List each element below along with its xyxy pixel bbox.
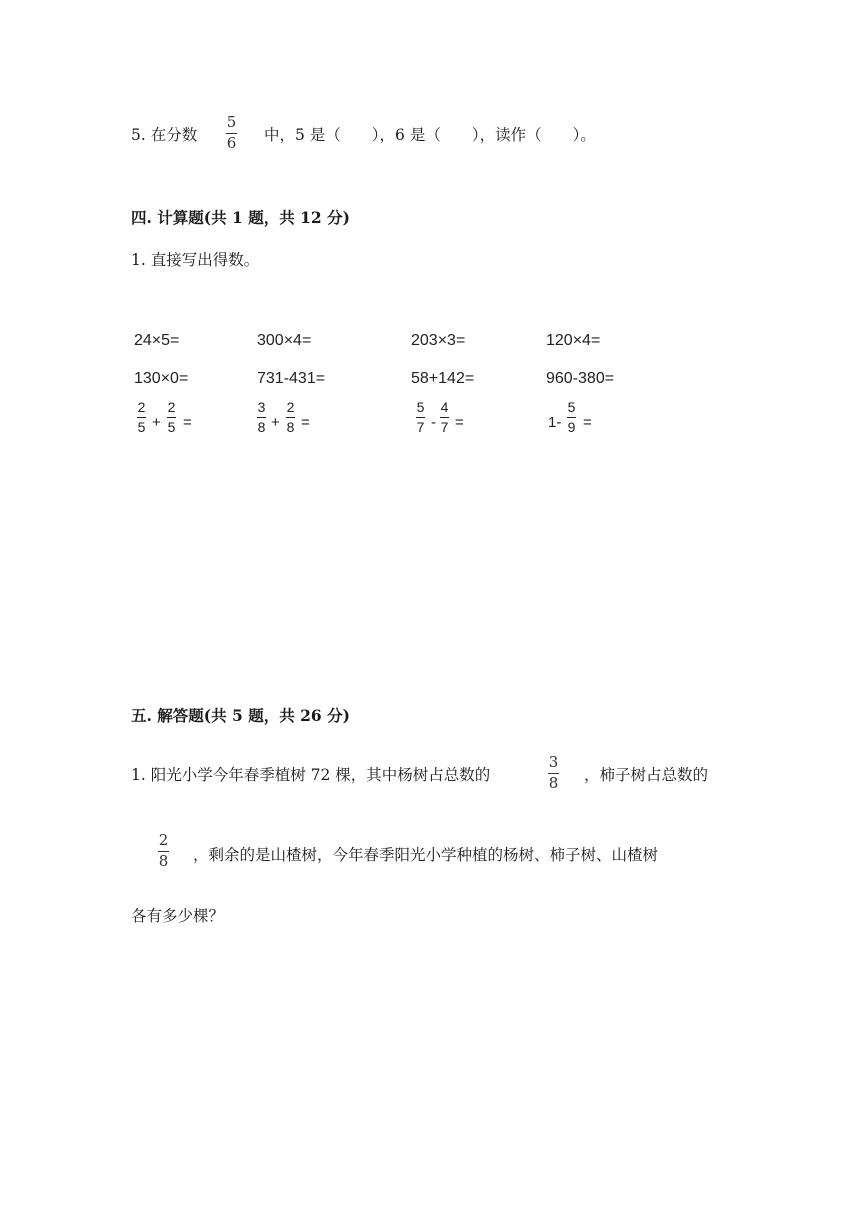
denominator: 5 [137,419,146,435]
calc-row3-item1-operator: + [152,414,161,431]
calc-row3-item2-equals: = [301,414,310,431]
section5-q1-part4: 各有多少棵？ [131,907,225,925]
q5-fraction-denominator: 6 [226,134,237,152]
calc-row3-item2-operator: + [271,414,280,431]
fraction-bar [257,417,266,418]
denominator: 8 [286,419,295,435]
denominator: 7 [440,419,449,435]
calc-row1-item3: 203×3= [411,332,466,349]
denominator: 8 [158,852,169,870]
calc-row3-item1-frac-b [167,400,176,435]
fraction-bar [440,417,449,418]
fraction-bar [167,417,176,418]
q5-fraction [226,114,237,152]
calc-row2-item4: 960-380= [546,370,615,387]
fraction-bar [567,417,576,418]
section4-q1-text: 1. 直接写出得数。 [131,251,260,269]
calc-row3-item2-frac-a [257,400,266,435]
denominator: 8 [548,774,559,792]
numerator: 3 [257,399,266,415]
numerator: 4 [440,399,449,415]
numerator: 2 [158,831,169,849]
calc-row3-item4-frac-b [567,400,576,435]
calc-row1-item1: 24×5= [134,332,180,349]
numerator: 2 [167,399,176,415]
section4-heading: 四. 计算题(共 1 题，共 12 分) [131,208,350,227]
calc-row2-item3: 58+142= [411,370,475,387]
calc-row3-item3-frac-a [416,400,425,435]
calc-row1-item4: 120×4= [546,332,601,349]
section5-q1-part3: ，剩余的是山楂树，今年春季阳光小学种植的杨树、柿子树、山楂树 [193,846,659,864]
numerator: 2 [286,399,295,415]
calc-row2-item2: 731-431= [257,370,326,387]
numerator: 5 [416,399,425,415]
fraction-bar [416,417,425,418]
numerator: 5 [567,399,576,415]
q5-suffix: 中，5 是（ ），6 是（ ），读作（ ）。 [264,126,596,144]
fraction-bar [286,417,295,418]
calc-row3-item3-frac-b [440,400,449,435]
fraction-bar [137,417,146,418]
calc-row3-item2-frac-b [286,400,295,435]
q5-prefix: 5. 在分数 [131,126,198,144]
denominator: 7 [416,419,425,435]
calc-row2-item1: 130×0= [134,370,189,387]
calc-row1-item2: 300×4= [257,332,312,349]
numerator: 3 [548,753,559,771]
q5-fraction-numerator: 5 [226,113,237,131]
denominator: 5 [167,419,176,435]
section5-q1-part1: 1. 阳光小学今年春季植树 72 棵，其中杨树占总数的 [131,766,491,784]
calc-row3-item4-lead: 1- [548,414,562,431]
section5-fraction-1 [548,754,559,792]
numerator: 2 [137,399,146,415]
calc-row3-item1-equals: = [183,414,192,431]
calc-row3-item3-equals: = [455,414,464,431]
denominator: 9 [567,419,576,435]
calc-row3-item4-equals: = [583,414,592,431]
calc-row3-item3-operator: - [431,414,436,431]
calc-row3-item1-frac-a [137,400,146,435]
section5-fraction-2 [158,832,169,870]
section5-q1-part2: ，柿子树占总数的 [584,766,709,784]
section5-heading: 五. 解答题(共 5 题，共 26 分) [131,706,350,725]
denominator: 8 [257,419,266,435]
